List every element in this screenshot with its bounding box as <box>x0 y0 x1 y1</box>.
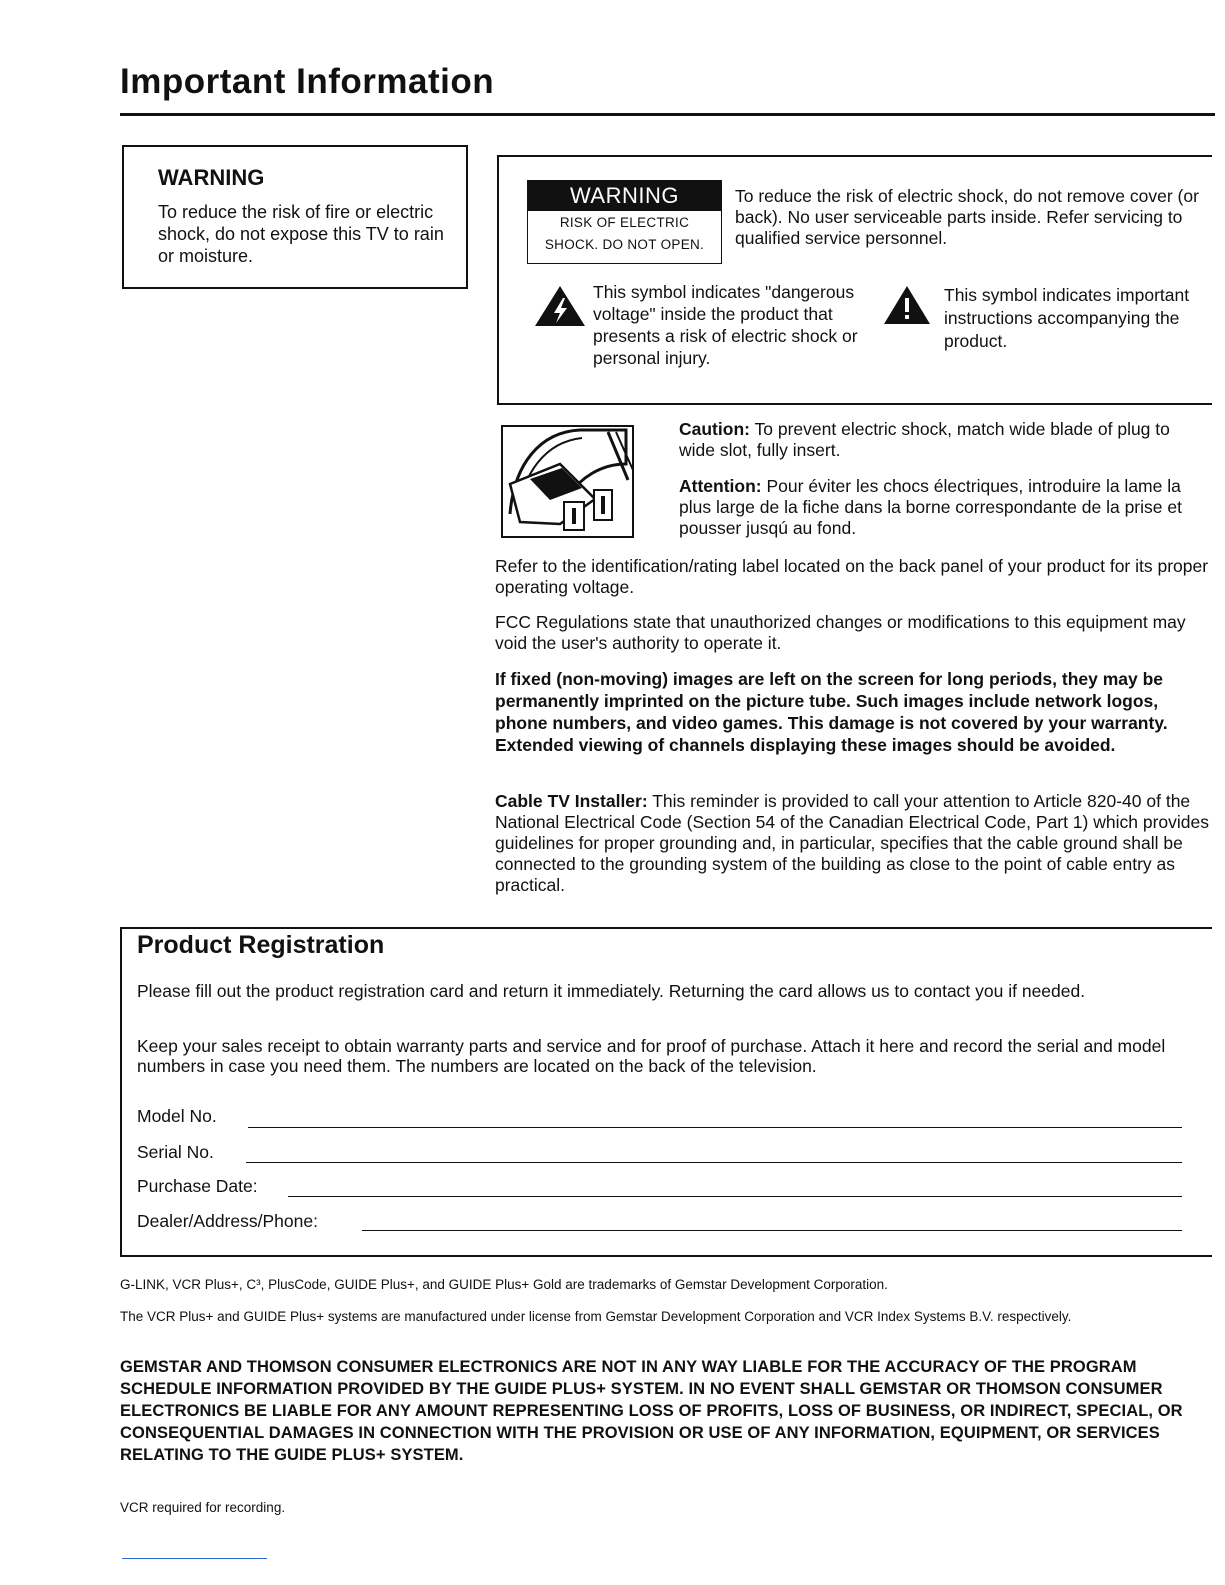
purchase-date-label: Purchase Date: <box>137 1176 258 1196</box>
attention-label: Attention: <box>679 476 762 496</box>
cable-installer-text: This reminder is provided to call your attention to Article 820-40 of the National Electrical Code (Section 54 of the Canadian Electrical Code, Part 1) which provides guidelines for proper grounding and, in particular, specifies that the cable ground shall be connected to the grounding system of the building as close to the point of cable entry as practical. <box>495 791 1209 895</box>
lightning-triangle-icon <box>533 284 587 328</box>
label-heading: WARNING <box>528 181 721 211</box>
license-text: The VCR Plus+ and GUIDE Plus+ systems are manufactured under license from Gemstar Development Corporation and VCR Index Systems B.V. respectively. <box>120 1309 1072 1324</box>
model-no-label: Model No. <box>137 1106 217 1126</box>
page-title: Important Information <box>120 62 495 101</box>
attention-text: Pour éviter les chocs électriques, introduire la lame la plus large de la fiche dans la borne correspondante de la prise et pousser jusqú au fond. <box>679 476 1182 538</box>
registration-title: Product Registration <box>137 931 385 959</box>
label-line-1: RISK OF ELECTRIC <box>559 215 690 230</box>
shock-text: To reduce the risk of electric shock, do not remove cover (or back). No user serviceable parts inside. Refer servicing to qualified service personnel. <box>735 186 1199 248</box>
trademarks-text: G-LINK, VCR Plus+, C³, PlusCode, GUIDE Plus+, and GUIDE Plus+ Gold are trademarks of Gemstar Development Corporation. <box>120 1277 888 1292</box>
serial-no-line[interactable] <box>246 1162 1182 1163</box>
label-line-2: SHOCK. DO NOT OPEN. <box>544 237 705 252</box>
instructions-symbol-text: This symbol indicates important instructions accompanying the product. <box>944 285 1190 351</box>
warning-heading: WARNING <box>158 165 265 190</box>
voltage-symbol-text: This symbol indicates "dangerous voltage" inside the product that presents a risk of electric shock or personal injury. <box>593 282 858 368</box>
caution-label: Caution: <box>679 419 750 439</box>
vcr-note: VCR required for recording. <box>120 1500 286 1515</box>
dealer-line[interactable] <box>362 1230 1182 1231</box>
fcc-text: FCC Regulations state that unauthorized changes or modifications to this equipment may void the user's authority to operate it. <box>495 612 1186 653</box>
purchase-date-line[interactable] <box>288 1196 1182 1197</box>
liability-disclaimer: GEMSTAR AND THOMSON CONSUMER ELECTRONICS ARE NOT IN ANY WAY LIABLE FOR THE ACCURACY OF THE PROGRAM SCHEDULE INFORMATION PROVIDED BY THE GUIDE PLUS+ SYSTEM. IN NO EVENT SHALL GEMSTAR OR THOMSON CONSUMER ELECTRONICS BE LIABLE FOR ANY AMOUNT REPRESENTING LOSS OF PROFITS, LOSS OF BUSINESS, OR INDIRECT, SPECIAL, OR CONSEQUENTIAL DAMAGES IN CONNECTION WITH THE PROVISION OR USE OF ANY INFORMATION, EQUIPMENT, OR SERVICES RELATING TO THE GUIDE PLUS+ SYSTEM. <box>120 1358 1183 1464</box>
burn-in-warning: If fixed (non-moving) images are left on the screen for long periods, they may be permanently imprinted on the picture tube. Such images include network logos, phone numbers, and video games. This damage is not covered by your warranty. Extended viewing of channels displaying these images should be avoided. <box>495 669 1168 755</box>
exclamation-triangle-icon <box>882 284 932 326</box>
title-divider <box>120 113 1215 116</box>
cable-installer-paragraph <box>495 791 1210 896</box>
warning-text: To reduce the risk of fire or electric shock, do not expose this TV to rain or moisture. <box>158 202 444 266</box>
cable-installer-label: Cable TV Installer: <box>495 791 648 811</box>
shock-warning-label <box>527 180 722 264</box>
rating-label-text: Refer to the identification/rating label located on the back panel of your product for its proper operating voltage. <box>495 556 1209 597</box>
moisture-warning-box <box>122 145 468 289</box>
caution-text: To prevent electric shock, match wide blade of plug to wide slot, fully insert. <box>679 419 1170 460</box>
attention-paragraph <box>679 476 1209 539</box>
model-no-line[interactable] <box>248 1127 1182 1128</box>
registration-box <box>120 927 1212 1257</box>
registration-para-2: Keep your sales receipt to obtain warranty parts and service and for proof of purchase. Attach it here and record the serial and model numbers in case you need them. The numbers are located on the back of the television. <box>137 1036 1166 1076</box>
plug-outlet-illustration <box>500 424 635 539</box>
registration-para-1: Please fill out the product registration card and return it immediately. Returning the card allows us to contact you if needed. <box>137 981 1086 1001</box>
caution-paragraph <box>679 419 1209 461</box>
dealer-label: Dealer/Address/Phone: <box>137 1211 318 1231</box>
bottom-rule <box>122 1558 267 1559</box>
serial-no-label: Serial No. <box>137 1142 214 1162</box>
